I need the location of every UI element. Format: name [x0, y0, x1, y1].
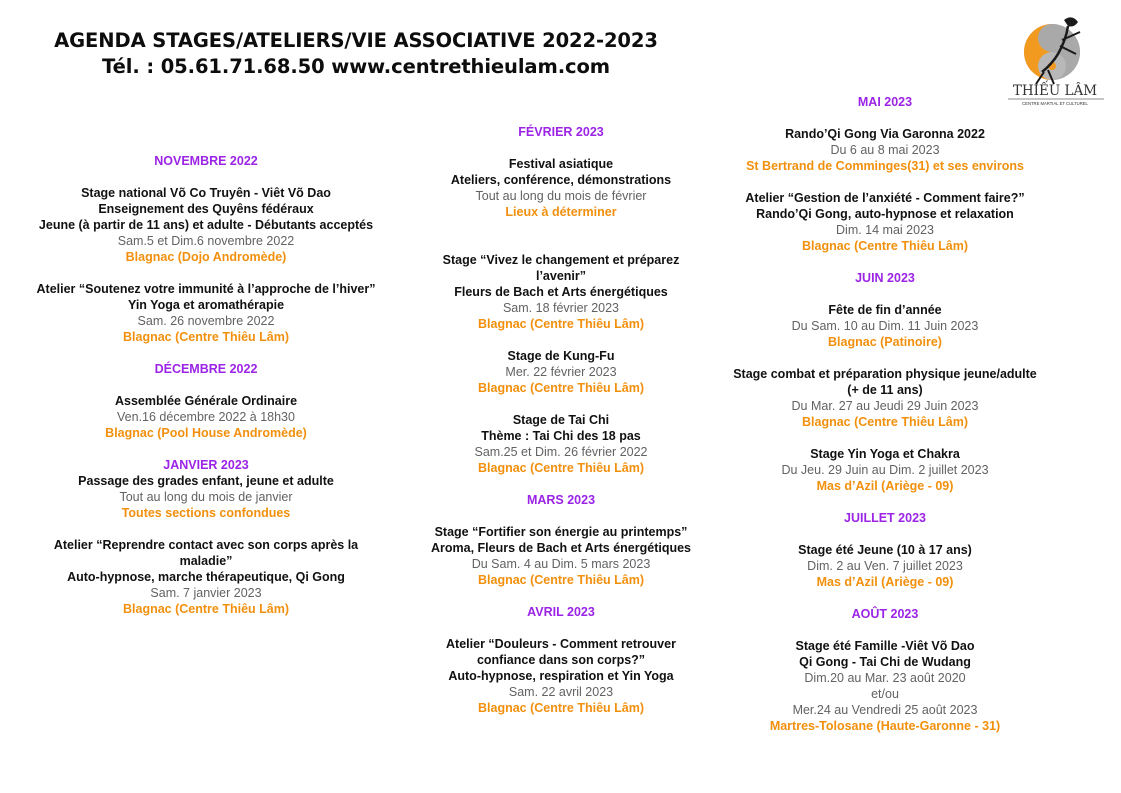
month-heading: JUILLET 2023 — [844, 511, 926, 525]
month-heading: DÉCEMBRE 2022 — [154, 362, 258, 376]
event-title: Fleurs de Bach et Arts énergétiques — [454, 285, 668, 299]
event-date: Sam. 26 novembre 2022 — [137, 314, 275, 328]
event-date: Tout au long du mois de janvier — [119, 490, 293, 504]
event-title: Qi Gong - Tai Chi de Wudang — [799, 655, 971, 669]
event-date: Dim. 14 mai 2023 — [836, 223, 934, 237]
spacer — [410, 476, 712, 492]
event-date: Du 6 au 8 mai 2023 — [830, 143, 940, 157]
svg-text:THIẾU LÂM: THIẾU LÂM — [1012, 83, 1098, 99]
event-location: Toutes sections confondues — [121, 506, 291, 520]
event-title: Passage des grades enfant, jeune et adulte — [78, 474, 334, 488]
event-location: Blagnac (Centre Thiêu Lâm) — [478, 381, 644, 395]
month-heading: MARS 2023 — [526, 493, 596, 507]
spacer — [5, 521, 407, 537]
event-date: Du Sam. 10 au Dim. 11 Juin 2023 — [791, 319, 979, 333]
contact-line: Tél. : 05.61.71.68.50 www.centrethieulam.com — [102, 55, 610, 78]
event-location: St Bertrand de Comminges(31) et ses environs — [746, 159, 1024, 173]
spacer — [410, 396, 712, 412]
spacer — [715, 430, 1055, 446]
event-title: Stage Yin Yoga et Chakra — [810, 447, 960, 461]
event-title: Rando’Qi Gong, auto-hypnose et relaxation — [756, 207, 1014, 221]
event-title: Festival asiatique — [508, 157, 614, 171]
event-location: Blagnac (Centre Thiêu Lâm) — [802, 239, 968, 253]
event-title: Stage été Famille -Viêt Võ Dao — [795, 639, 975, 653]
event-date: Sam. 22 avril 2023 — [508, 685, 614, 699]
event-date: Mer. 22 février 2023 — [505, 365, 617, 379]
agenda-column-2 — [410, 124, 712, 716]
spacer — [5, 345, 407, 361]
spacer — [410, 620, 712, 636]
event-location: Blagnac (Centre Thiêu Lâm) — [123, 602, 289, 616]
event-location: Mas d’Azil (Ariège - 09) — [816, 575, 954, 589]
spacer — [5, 441, 407, 457]
event-title: Fête de fin d’année — [828, 303, 942, 317]
event-title: confiance dans son corps?” — [476, 653, 646, 667]
event-title: Assemblée Générale Ordinaire — [114, 394, 298, 408]
event-title: Thème : Tai Chi des 18 pas — [481, 429, 641, 443]
event-title: Ateliers, conférence, démonstrations — [450, 173, 672, 187]
event-date: Sam. 18 février 2023 — [502, 301, 620, 315]
svg-text:CENTRE MARTIAL ET CULTUREL: CENTRE MARTIAL ET CULTUREL — [1022, 101, 1088, 106]
spacer — [410, 140, 712, 156]
event-location: Blagnac (Centre Thiêu Lâm) — [478, 701, 644, 715]
event-title: Enseignement des Quyêns fédéraux — [98, 202, 314, 216]
event-title: maladie” — [179, 554, 233, 568]
event-title: (+ de 11 ans) — [847, 383, 923, 397]
spacer — [410, 332, 712, 348]
month-heading: FÉVRIER 2023 — [518, 125, 604, 139]
spacer — [715, 494, 1055, 510]
event-title: Stage de Tai Chi — [512, 413, 610, 427]
event-title: Auto-hypnose, respiration et Yin Yoga — [448, 669, 674, 683]
spacer — [410, 508, 712, 524]
month-heading: JANVIER 2023 — [163, 458, 249, 472]
event-title: Atelier “Gestion de l’anxiété - Comment faire?” — [745, 191, 1025, 205]
agenda-column-3 — [715, 94, 1055, 734]
event-location: Martres-Tolosane (Haute-Garonne - 31) — [769, 719, 1001, 733]
event-location: Lieux à déterminer — [505, 205, 617, 219]
event-date: Sam.25 et Dim. 26 février 2022 — [474, 445, 648, 459]
month-heading: JUIN 2023 — [855, 271, 915, 285]
spacer — [715, 526, 1055, 542]
event-title: Aroma, Fleurs de Bach et Arts énergétiques — [430, 541, 692, 555]
month-heading: NOVEMBRE 2022 — [154, 154, 258, 168]
month-heading: AOÛT 2023 — [851, 607, 919, 621]
event-title: Atelier “Reprendre contact avec son corps après la — [53, 538, 359, 552]
spacer — [5, 377, 407, 393]
spacer — [410, 220, 712, 236]
spacer — [715, 286, 1055, 302]
agenda-column-1 — [5, 153, 407, 617]
event-location: Blagnac (Pool House Andromède) — [105, 426, 307, 440]
event-location: Blagnac (Centre Thiêu Lâm) — [478, 573, 644, 587]
spacer — [410, 236, 712, 252]
event-location: Blagnac (Patinoire) — [828, 335, 942, 349]
event-date: Du Sam. 4 au Dim. 5 mars 2023 — [471, 557, 651, 571]
event-location: Blagnac (Centre Thiêu Lâm) — [478, 461, 644, 475]
event-location: Blagnac (Centre Thiêu Lâm) — [802, 415, 968, 429]
event-title: Atelier “Soutenez votre immunité à l’approche de l’hiver” — [36, 282, 376, 296]
month-heading: MAI 2023 — [857, 95, 913, 109]
spacer — [715, 590, 1055, 606]
event-date: Sam. 7 janvier 2023 — [150, 586, 262, 600]
spacer — [715, 350, 1055, 366]
spacer — [715, 174, 1055, 190]
spacer — [715, 622, 1055, 638]
event-date: Tout au long du mois de février — [475, 189, 647, 203]
event-title: Yin Yoga et aromathérapie — [127, 298, 285, 312]
month-heading: AVRIL 2023 — [527, 605, 595, 619]
spacer — [715, 254, 1055, 270]
event-title: Auto-hypnose, marche thérapeutique, Qi Gong — [67, 570, 345, 584]
spacer — [410, 588, 712, 604]
spacer — [715, 110, 1055, 126]
event-location: Blagnac (Centre Thiêu Lâm) — [478, 317, 644, 331]
event-title: Stage été Jeune (10 à 17 ans) — [798, 543, 972, 557]
event-date: Sam.5 et Dim.6 novembre 2022 — [117, 234, 295, 248]
event-title: Jeune (à partir de 11 ans) et adulte - Débutants acceptés — [38, 218, 374, 232]
event-title: Stage national Võ Co Truyên - Viêt Võ Dao — [81, 186, 331, 200]
event-location: Blagnac (Dojo Andromède) — [125, 250, 287, 264]
event-date: Du Jeu. 29 Juin au Dim. 2 juillet 2023 — [781, 463, 989, 477]
event-date: et/ou — [871, 687, 899, 701]
event-title: Atelier “Douleurs - Comment retrouver — [446, 637, 676, 651]
event-date: Du Mar. 27 au Jeudi 29 Juin 2023 — [791, 399, 979, 413]
event-title: Stage combat et préparation physique jeune/adulte — [733, 367, 1037, 381]
event-date: Dim.20 au Mar. 23 août 2020 — [804, 671, 966, 685]
event-title: Stage “Vivez le changement et préparez — [442, 253, 680, 267]
spacer — [5, 265, 407, 281]
event-date: Ven.16 décembre 2022 à 18h30 — [117, 410, 295, 424]
event-date: Mer.24 au Vendredi 25 août 2023 — [792, 703, 978, 717]
event-location: Mas d’Azil (Ariège - 09) — [816, 479, 954, 493]
event-title: l’avenir” — [535, 269, 587, 283]
event-location: Blagnac (Centre Thiêu Lâm) — [123, 330, 289, 344]
event-title: Rando’Qi Gong Via Garonna 2022 — [785, 127, 985, 141]
event-title: Stage de Kung-Fu — [507, 349, 615, 363]
event-date: Dim. 2 au Ven. 7 juillet 2023 — [807, 559, 963, 573]
page-title: AGENDA STAGES/ATELIERS/VIE ASSOCIATIVE 2022-2023 — [54, 29, 658, 52]
spacer — [5, 169, 407, 185]
event-title: Stage “Fortifier son énergie au printemps” — [434, 525, 688, 539]
